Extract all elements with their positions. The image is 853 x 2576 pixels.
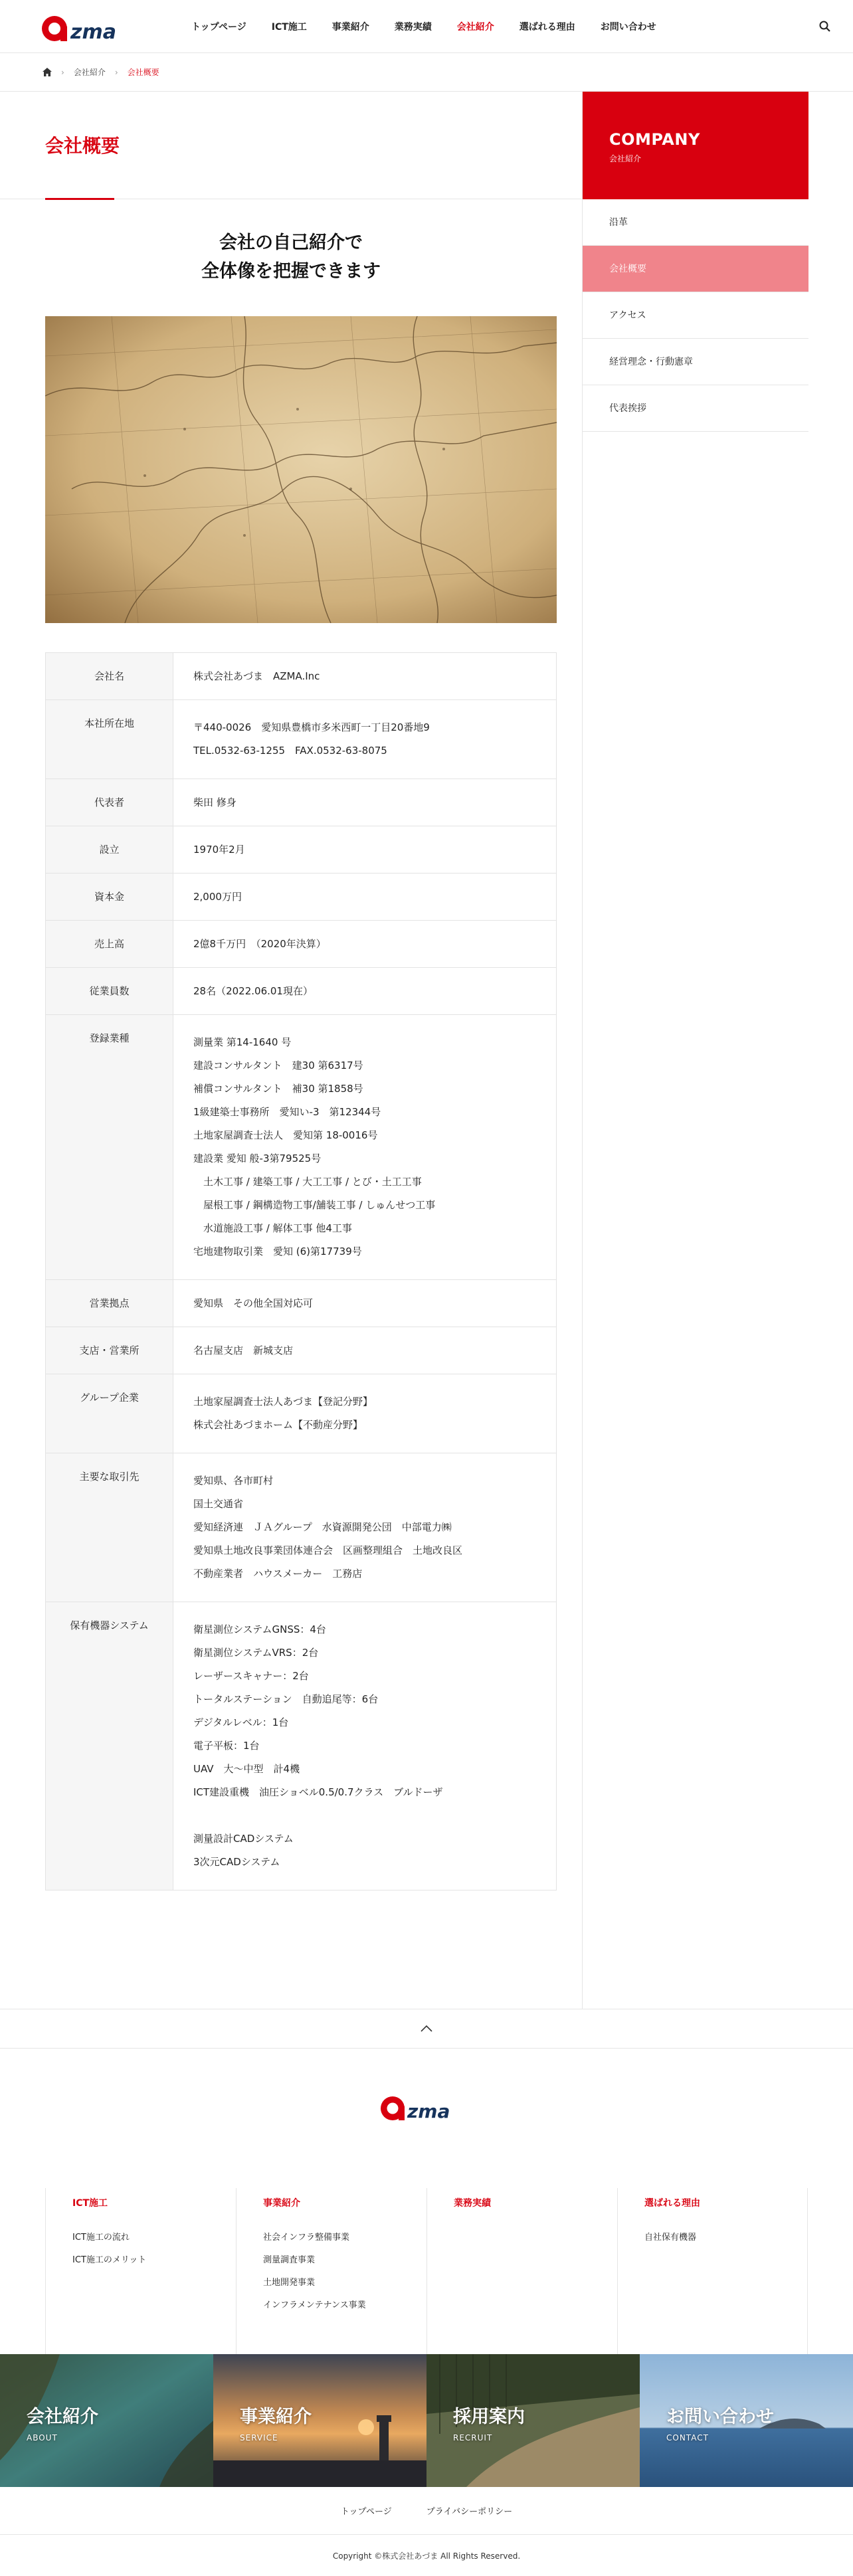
svg-text:zma: zma <box>70 21 116 44</box>
lead-text <box>0 199 582 286</box>
row-label: 営業拠点 <box>46 1280 173 1327</box>
row-value-line: 愛知経済連 ＪＡグループ 水資源開発公団 中部電力㈱ <box>193 1521 452 1534</box>
table-row <box>46 826 557 874</box>
banner-sub: CONTACT <box>666 2433 709 2443</box>
banner-about[interactable] <box>0 2354 213 2487</box>
nav-company[interactable]: 会社紹介 <box>456 22 494 33</box>
footer-link-privacy[interactable]: プライバシーポリシー <box>426 2507 513 2518</box>
row-label: 保有機器システム <box>46 1602 173 1890</box>
row-label: 主要な取引先 <box>46 1453 173 1602</box>
breadcrumb <box>0 53 853 92</box>
row-value-line: 名古屋支店 新城支店 <box>193 1344 294 1357</box>
footer-link[interactable]: 土地開発事業 <box>263 2278 316 2288</box>
global-nav <box>191 0 682 53</box>
row-value <box>173 653 557 700</box>
row-value-line: 愛知県土地改良事業団体連合会 区画整理組合 土地改良区 <box>193 1544 463 1557</box>
banner-sub: RECRUIT <box>453 2433 493 2443</box>
nav-reason[interactable]: 選ばれる理由 <box>519 22 575 33</box>
footer-col-title[interactable]: 事業紹介 <box>263 2198 300 2209</box>
row-value-line: 測量設計CADシステム <box>193 1833 294 1845</box>
nav-works[interactable]: 業務実績 <box>394 22 432 33</box>
sidebar-header <box>583 92 808 199</box>
banner-title: お問い合わせ <box>666 2407 774 2428</box>
row-value-line: 土地家屋調査士法人 愛知第 18-0016号 <box>193 1129 378 1142</box>
footer-columns <box>45 2188 808 2354</box>
row-label: 従業員数 <box>46 968 173 1015</box>
row-label: グループ企業 <box>46 1374 173 1453</box>
footer-link[interactable]: ICT施工のメリット <box>72 2255 147 2266</box>
sidebar-item-access[interactable]: アクセス <box>583 292 808 339</box>
row-value-line: ICT建設重機 油圧ショベル0.5/0.7クラス ブルドーザ <box>193 1786 443 1799</box>
row-value-line: 測量業 第14-1640 号 <box>193 1036 292 1049</box>
page-title: 会社概要 <box>45 135 120 157</box>
row-value <box>173 1602 557 1890</box>
row-value-line: TEL.0532-63-1255 FAX.0532-63-8075 <box>193 745 387 757</box>
footer-bottom-links <box>0 2487 853 2535</box>
old-map-image <box>45 316 557 623</box>
row-value-line: 屋根工事 / 鋼構造物工事/舗装工事 / しゅんせつ工事 <box>193 1199 436 1212</box>
sidebar-title-en: COMPANY <box>609 130 700 149</box>
banner-sub: ABOUT <box>27 2433 58 2443</box>
row-label: 本社所在地 <box>46 700 173 779</box>
sidebar-item-overview[interactable]: 会社概要 <box>583 246 808 292</box>
footer-azma-logo[interactable] <box>379 2092 475 2123</box>
row-value-line: 土木工事 / 建築工事 / 大工工事 / とび・土工工事 <box>193 1176 422 1188</box>
banner-sub: SERVICE <box>240 2433 278 2443</box>
breadcrumb-company[interactable]: 会社紹介 <box>73 68 106 77</box>
sidebar-item-greeting[interactable]: 代表挨拶 <box>583 385 808 432</box>
breadcrumb-separator-icon: › <box>61 67 64 77</box>
banner-title: 会社紹介 <box>27 2407 98 2428</box>
footer-link[interactable]: 自社保有機器 <box>644 2233 697 2243</box>
table-row <box>46 1327 557 1374</box>
table-row <box>46 1374 557 1453</box>
row-value-line: 建設コンサルタント 建30 第6317号 <box>193 1059 363 1072</box>
row-value-line: 宅地建物取引業 愛知 (6)第17739号 <box>193 1245 362 1258</box>
breadcrumb-current: 会社概要 <box>127 68 159 77</box>
footer-link[interactable]: 社会インフラ整備事業 <box>263 2233 350 2243</box>
banner-recruit[interactable] <box>427 2354 640 2487</box>
sidebar-item-philosophy[interactable]: 経営理念・行動憲章 <box>583 339 808 385</box>
row-value <box>173 1015 557 1280</box>
row-value-line: レーザースキャナー：2台 <box>193 1670 309 1683</box>
home-icon[interactable] <box>43 68 52 76</box>
table-row <box>46 968 557 1015</box>
sidebar <box>583 92 853 2009</box>
row-value-line: トータルステーション 自動追尾等：6台 <box>193 1693 379 1706</box>
banner-title: 事業紹介 <box>240 2407 312 2428</box>
banner-service[interactable] <box>213 2354 427 2487</box>
row-value <box>173 700 557 779</box>
row-value-line <box>193 1804 537 1827</box>
row-value-line: 国土交通省 <box>193 1498 244 1511</box>
nav-service[interactable]: 事業紹介 <box>332 22 369 33</box>
table-row <box>46 653 557 700</box>
row-value-line: 2億8千万円 （2020年決算） <box>193 938 326 951</box>
row-value-line: 株式会社あづま AZMA.Inc <box>193 670 320 683</box>
row-value-line: 衛星測位システムVRS：2台 <box>193 1647 319 1659</box>
footer-col-title[interactable]: ICT施工 <box>72 2198 108 2209</box>
row-value-line: 衛星測位システムGNSS：4台 <box>193 1623 326 1636</box>
row-value <box>173 1280 557 1327</box>
banner-title: 採用案内 <box>453 2407 525 2428</box>
footer-col-reason <box>617 2188 808 2354</box>
row-label: 資本金 <box>46 874 173 921</box>
row-value <box>173 1374 557 1453</box>
row-value-line: 不動産業者 ハウスメーカー 工務店 <box>193 1568 363 1580</box>
lead-line-2: 全体像を把握できます <box>201 261 381 282</box>
row-value-line: 補償コンサルタント 補30 第1858号 <box>193 1083 363 1095</box>
page-top-button[interactable] <box>0 2009 853 2049</box>
sidebar-menu <box>583 199 808 432</box>
row-value-line: UAV 大〜中型 計4機 <box>193 1763 300 1776</box>
row-value-line: 土地家屋調査士法人あづま【登記分野】 <box>193 1396 373 1408</box>
row-value-line: 1級建築士事務所 愛知い-3 第12344号 <box>193 1106 381 1119</box>
row-value-line: 〒440-0026 愛知県豊橋市多米西町一丁目20番地9 <box>193 721 430 734</box>
row-value <box>173 874 557 921</box>
row-value-line: 2,000万円 <box>193 891 242 903</box>
row-value <box>173 921 557 968</box>
table-row <box>46 1453 557 1602</box>
content-wrapper <box>0 92 853 2009</box>
footer-col-ict <box>45 2188 236 2354</box>
table-row <box>46 874 557 921</box>
table-row <box>46 1015 557 1280</box>
copyright: Copyright ©株式会社あづま All Rights Reserved. <box>332 2551 521 2561</box>
row-value <box>173 826 557 874</box>
row-value-line: 柴田 修身 <box>193 796 237 809</box>
azma-logo[interactable] <box>40 12 140 44</box>
row-value-line: 愛知県 その他全国対応可 <box>193 1297 314 1310</box>
row-value-line: 愛知県、各市町村 <box>193 1475 274 1487</box>
row-label: 支店・営業所 <box>46 1327 173 1374</box>
lead-line-1: 会社の自己紹介で <box>219 232 363 253</box>
table-row <box>46 1602 557 1890</box>
row-label: 会社名 <box>46 653 173 700</box>
footer-col-works <box>427 2188 617 2354</box>
footer-link[interactable]: 測量調査事業 <box>263 2255 316 2266</box>
row-label: 登録業種 <box>46 1015 173 1280</box>
footer-col-title[interactable]: 選ばれる理由 <box>644 2198 700 2209</box>
main-content <box>0 92 583 2009</box>
row-value <box>173 779 557 826</box>
footer-banners <box>0 2354 853 2487</box>
search-icon[interactable] <box>818 20 832 33</box>
chevron-up-icon <box>421 2025 432 2032</box>
footer-col-service <box>236 2188 427 2354</box>
nav-contact[interactable]: お問い合わせ <box>600 22 656 33</box>
table-row <box>46 1280 557 1327</box>
banner-contact[interactable] <box>640 2354 853 2487</box>
footer-logo-area <box>0 2049 853 2188</box>
sidebar-item-history[interactable]: 沿革 <box>583 199 808 246</box>
footer-col-title[interactable]: 業務実績 <box>454 2198 491 2209</box>
row-value-line: 電子平板：1台 <box>193 1740 260 1752</box>
row-value-line: 建設業 愛知 般-3第79525号 <box>193 1152 322 1165</box>
footer-link-top[interactable]: トップページ <box>340 2507 392 2518</box>
row-value <box>173 1327 557 1374</box>
row-value-line: 28名（2022.06.01現在） <box>193 985 313 998</box>
nav-top[interactable]: トップページ <box>191 22 246 33</box>
row-value-line: デジタルレベル：1台 <box>193 1716 289 1729</box>
footer-link[interactable]: ICT施工の流れ <box>72 2233 130 2243</box>
company-info-table <box>45 652 557 1890</box>
row-value <box>173 968 557 1015</box>
row-value-line: 株式会社あづまホーム【不動産分野】 <box>193 1419 363 1431</box>
breadcrumb-separator-icon: › <box>114 67 118 77</box>
nav-ict[interactable]: ICT施工 <box>271 22 307 33</box>
table-row <box>46 779 557 826</box>
footer-link[interactable]: インフラメンテナンス事業 <box>263 2300 366 2311</box>
page-header <box>0 92 582 199</box>
site-header <box>0 0 853 53</box>
row-value-line: 水道施設工事 / 解体工事 他4工事 <box>193 1222 352 1235</box>
row-value-line: 1970年2月 <box>193 844 245 856</box>
row-label: 代表者 <box>46 779 173 826</box>
row-label: 設立 <box>46 826 173 874</box>
svg-text:zma: zma <box>407 2100 450 2123</box>
table-row <box>46 921 557 968</box>
row-label: 売上高 <box>46 921 173 968</box>
row-value-line: 3次元CADシステム <box>193 1856 280 1869</box>
row-value <box>173 1453 557 1602</box>
title-underline <box>45 198 114 200</box>
sidebar-title-ja: 会社紹介 <box>609 154 642 163</box>
table-row <box>46 700 557 779</box>
